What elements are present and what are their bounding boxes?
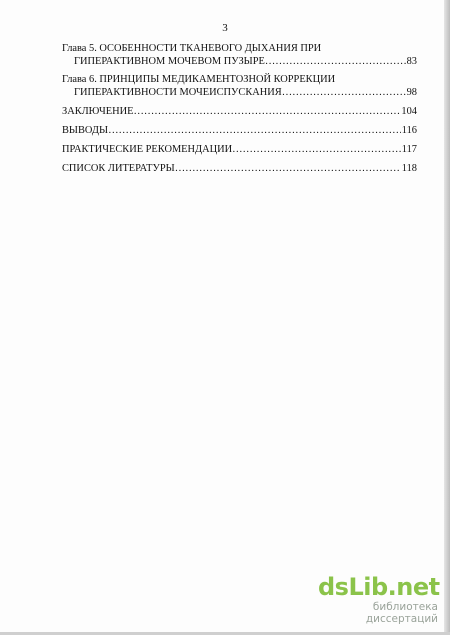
toc-page-number: 104 [401,106,417,117]
toc-entry-line [62,162,417,175]
dot-leader [175,162,401,175]
toc-entry-recommendations [62,143,417,156]
toc-entry-conclusion [62,105,417,118]
toc-page-number: 83 [406,56,417,67]
toc-page-number: 98 [406,87,417,98]
page-number: 3 [222,22,228,34]
toc-entry-line [62,143,417,156]
toc-entry-line [62,124,417,137]
toc-entry-findings [62,124,417,137]
dslib-watermark [318,574,438,625]
dot-leader [265,55,406,68]
toc-entry-line [62,42,417,55]
toc-entry-chapter-5 [62,42,417,68]
toc-entry-title: ПРАКТИЧЕСКИЕ РЕКОМЕНДАЦИИ [62,144,233,155]
toc-entry-title: ЗАКЛЮЧЕНИЕ [62,106,134,117]
toc-entry-line [62,73,417,86]
toc-entry-title-continued: ГИПЕРАКТИВНОСТИ МОЧЕИСПУСКАНИЯ [74,87,282,98]
watermark-subtitle: библиотека диссертаций [365,601,438,625]
toc-entry-title-continued: ГИПЕРАКТИВНОМ МОЧЕВОМ ПУЗЫРЕ [74,56,265,67]
toc-page-number: 117 [401,144,417,155]
dot-leader [232,143,401,156]
watermark-logo: dsLib.net [318,573,440,601]
toc-page-number: 116 [401,125,417,136]
toc-entry-chapter-6 [62,73,417,99]
toc-page-number: 118 [401,163,417,174]
toc-entry-title: СПИСОК ЛИТЕРАТУРЫ [62,163,175,174]
dot-leader [133,105,400,118]
table-of-contents [62,42,417,181]
dot-leader [108,124,401,137]
toc-entry-title: Глава 5. ОСОБЕННОСТИ ТКАНЕВОГО ДЫХАНИЯ ПРИ [62,43,322,54]
toc-entry-line [62,86,417,99]
toc-entry-line [62,55,417,68]
page-edge-shadow [444,0,450,635]
toc-entry-line [62,105,417,118]
toc-entry-title: ВЫВОДЫ [62,125,109,136]
toc-entry-references [62,162,417,175]
dot-leader [282,86,406,99]
toc-entry-title: Глава 6. ПРИНЦИПЫ МЕДИКАМЕНТОЗНОЙ КОРРЕКЦИИ [62,74,336,85]
